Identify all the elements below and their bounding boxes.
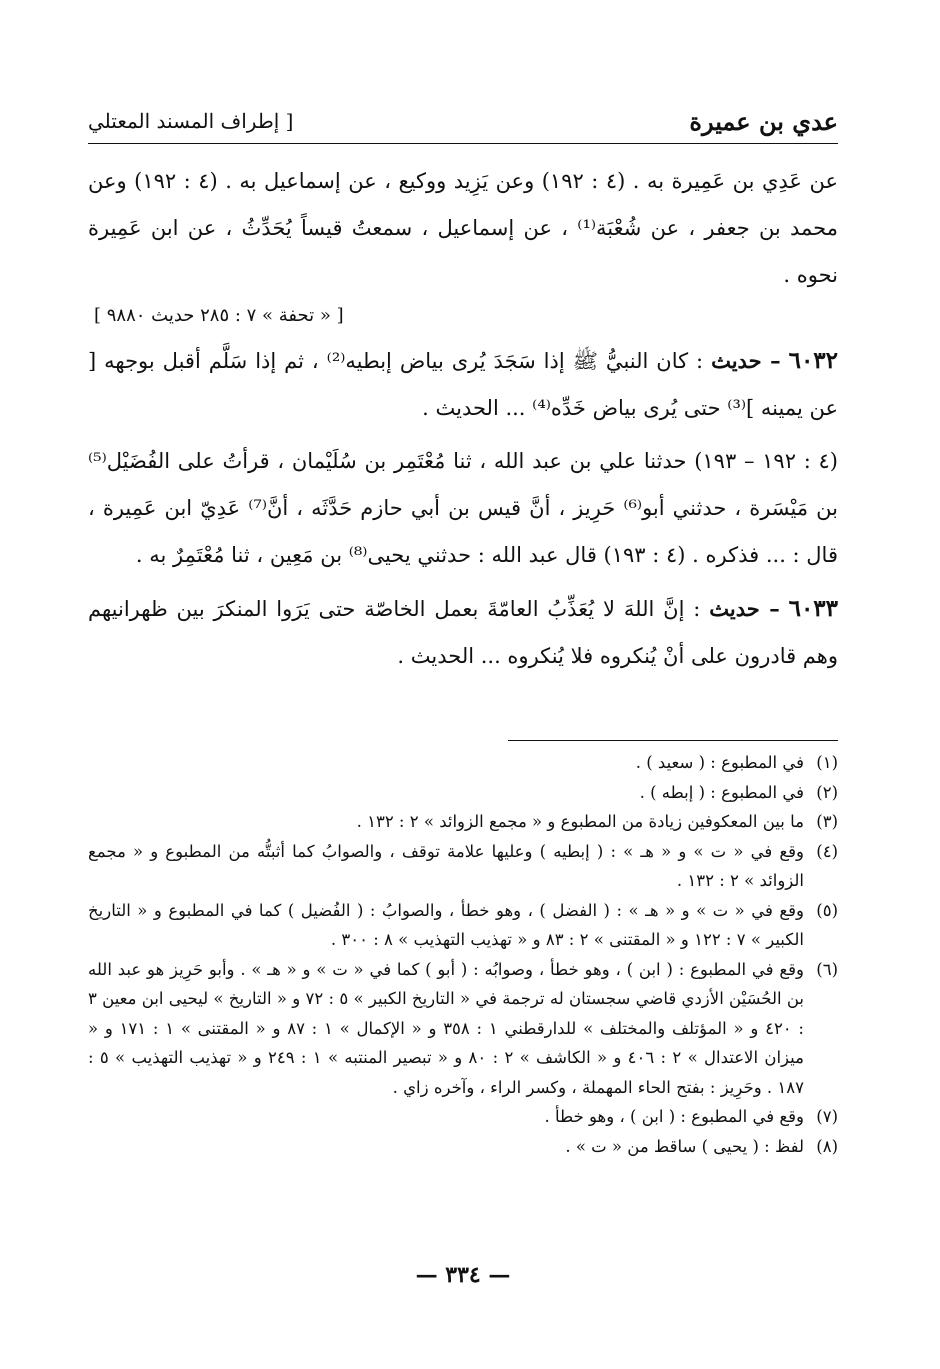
- hadith-text: : إنَّ اللهَ لا يُعَذِّبُ العامّةَ بعمل الخاصّة حتى يَرَوا المنكرَ بين ظهرانيهم وهم قادرون على أنْ يُنكروه فلا يُنكروه ... الحديث .: [88, 597, 838, 668]
- hadith-number: ٦٠٣٢: [788, 347, 839, 374]
- entry-name-header: عدي بن عميرة: [689, 106, 838, 136]
- main-text: [88, 158, 838, 680]
- footnote-text: وقع في المطبوع : ( ابن ) ، وهو خطأ .: [544, 1107, 804, 1126]
- footnote-number: (٧): [816, 1107, 838, 1126]
- footnote-number: (٦): [816, 959, 838, 979]
- hadith-label: – حديث: [709, 596, 780, 621]
- footnote-8: [88, 1132, 838, 1162]
- header-rule: [88, 143, 838, 144]
- footnote-text: وقع في المطبوع : ( ابن ) ، وهو خطأ ، وصوابُه : ( أبو ) كما في « ت » و « هـ » . وأبو حَرِيز هو عبد الله بن الحُسَيْن الأزدي قاضي سجستان له ترجمة في « التاريخ الكبير » ٥ : ٧٢ و « التاريخ » ليحيى ابن معين ٣ : ٤٢٠ و « المؤتلف والمختلف » للدارقطني ١ : ٣٥٨ و « الإكمال » ١ : ٨٧ و « المقتنى » ١ : ١٧١ و « ميزان الاعتدال » ٢ : ٤٠٦ و « الكاشف » ٢ : ٨٠ و « تبصير المنتبه » ١ : ٢٤٩ و « تهذيب التهذيب » ٥ : ١٨٧ . وحَرِيز : بفتح الحاء المهملة ، وكسر الراء ، وآخره زاي .: [88, 959, 804, 1097]
- footnote-6: [88, 955, 838, 1103]
- paragraph-isnad-1: عن عَدِي بن عَمِيرة به . (٤ : ١٩٢) وعن يَزِيد ووكيع ، عن إسماعيل به . (٤ : ١٩٢) وعن محمد بن جعفر ، عن شُعْبَة⁽¹⁾ ، عن إسماعيل ، سمعتُ قيساً يُحَدِّثُ ، عن ابن عَمِيرة نحوه .: [88, 169, 838, 287]
- footnote-number: (٢): [816, 782, 838, 802]
- footnote-number: (١): [816, 753, 838, 772]
- footnote-text: ما بين المعكوفين زيادة من المطبوع و « مجمع الزوائد » ٢ : ١٣٢ .: [356, 812, 804, 831]
- hadith-text: : كان النبيُّ ﷺ إذا سَجَدَ يُرى بياض إبطيه⁽²⁾ ، ثم إذا سَلَّم أقبل بوجهه [ عن يمينه ]⁽³⁾ حتى يُرى بياض خَدِّه⁽⁴⁾ ... الحديث .: [88, 349, 838, 420]
- footnote-text: وقع في « ت » و « هـ » : ( إبطيه ) وعليها علامة توقف ، والصوابُ كما أثبتُّه من المطبوع و « مجمع الزوائد » ٢ : ١٣٢ .: [88, 841, 804, 890]
- hadith-label: – حديث: [711, 348, 781, 373]
- footnote-3: [88, 807, 838, 837]
- book-page: [88, 0, 838, 1369]
- footnote-text: وقع في « ت » و « هـ » : ( الفضل ) ، وهو خطأ ، والصوابُ : ( الفُضيل ) كما في المطبوع و « التاريخ الكبير » ٧ : ١٢٢ و « المقتنى » ٢ : ٨٣ و « تهذيب التهذيب » ٨ : ٣٠٠ .: [88, 900, 804, 949]
- footnotes: [88, 748, 838, 1161]
- footnote-4: [88, 837, 838, 896]
- hadith-6033: [88, 585, 838, 680]
- hadith-6032: [88, 337, 838, 432]
- footnote-number: (٨): [816, 1136, 838, 1156]
- footnote-5: [88, 896, 838, 955]
- footnote-rule: [508, 740, 838, 741]
- footnote-number: (٤): [816, 841, 838, 861]
- footnote-number: (٣): [816, 812, 838, 831]
- page-number: — ٣٣٤ —: [415, 1262, 511, 1288]
- footnote-7: [88, 1102, 838, 1132]
- footnote-1: [88, 748, 838, 778]
- footnote-number: (٥): [816, 900, 838, 920]
- running-header: [88, 104, 838, 138]
- footnote-text: في المطبوع : ( إبطه ) .: [639, 782, 804, 802]
- tuhfa-reference: [ « تحفة » ٧ : ٢٨٥ حديث ٩٨٨٠ ]: [94, 305, 344, 326]
- footnote-2: [88, 778, 838, 808]
- book-title-header: [ إطراف المسند المعتلي: [88, 109, 294, 133]
- paragraph-isnad-2: (٤ : ١٩٢ – ١٩٣) حدثنا علي بن عبد الله ، ثنا مُعْتَمِر بن سُلَيْمان ، قرأتُ على الفُضَيْل⁽⁵⁾ بن مَيْسَرة ، حدثني أبو⁽⁶⁾ حَرِيز ، أنَّ قيس بن أبي حازم حَدَّثَه ، أنَّ⁽⁷⁾ عَدِيّ ابن عَمِيرة ، قال : ... فذكره . (٤ : ١٩٣) قال عبد الله : حدثني يحيى⁽⁸⁾ بن مَعِين ، ثنا مُعْتَمِرٌ به .: [88, 449, 838, 567]
- footnote-text: لفظ : ( يحيى ) ساقط من « ت » .: [565, 1136, 804, 1156]
- footnote-text: في المطبوع : ( سعيد ) .: [635, 753, 804, 772]
- hadith-number: ٦٠٣٣: [788, 595, 839, 622]
